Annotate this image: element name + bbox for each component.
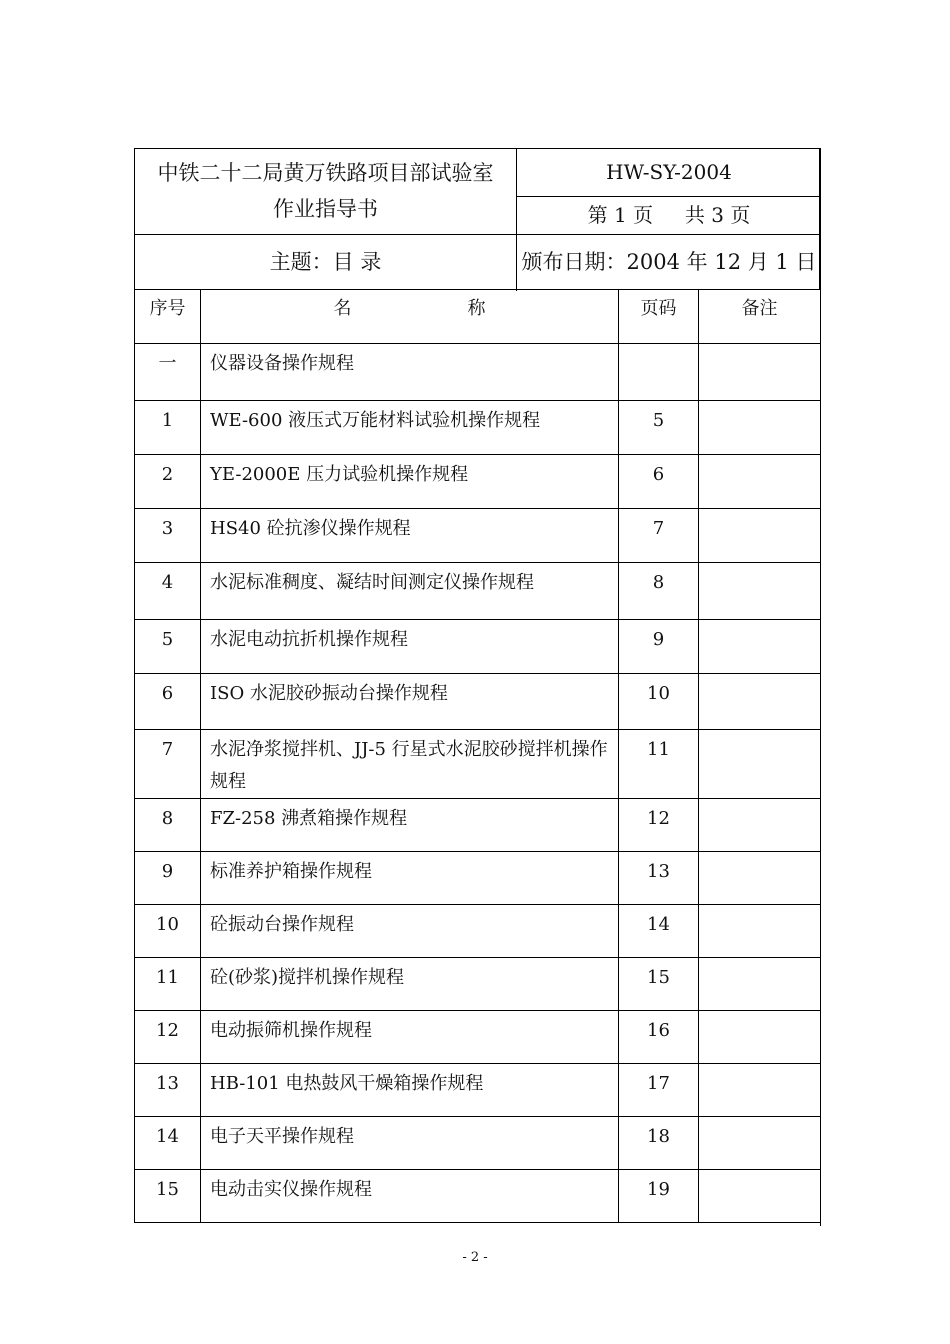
column-header-name bbox=[201, 290, 619, 344]
row-name: 水泥电动抗折机操作规程 bbox=[201, 620, 619, 674]
row-number: 10 bbox=[135, 905, 201, 958]
issue-date: 颁布日期：2004 年 12 月 1 日 bbox=[521, 250, 817, 274]
table-row bbox=[135, 852, 821, 905]
row-page: 10 bbox=[619, 674, 699, 730]
row-number: 8 bbox=[135, 799, 201, 852]
row-remarks bbox=[699, 1170, 821, 1223]
table-row bbox=[135, 563, 821, 620]
row-name: YE-2000E 压力试验机操作规程 bbox=[201, 455, 619, 509]
row-page: 12 bbox=[619, 799, 699, 852]
row-number: 9 bbox=[135, 852, 201, 905]
page-info-text: 第 1 页 共 3 页 bbox=[587, 203, 751, 227]
table-row bbox=[135, 674, 821, 730]
column-header-name-right: 称 bbox=[467, 298, 486, 319]
row-page: 8 bbox=[619, 563, 699, 620]
row-number: 11 bbox=[135, 958, 201, 1011]
table-row bbox=[135, 401, 821, 455]
row-number: 5 bbox=[135, 620, 201, 674]
column-header-no: 序号 bbox=[135, 290, 201, 344]
row-number: 7 bbox=[135, 730, 201, 799]
row-page: 14 bbox=[619, 905, 699, 958]
row-remarks bbox=[699, 401, 821, 455]
row-name: 水泥标准稠度、凝结时间测定仪操作规程 bbox=[201, 563, 619, 620]
row-page: 18 bbox=[619, 1117, 699, 1170]
row-name: HS40 砼抗渗仪操作规程 bbox=[201, 509, 619, 563]
row-page: 15 bbox=[619, 958, 699, 1011]
row-remarks bbox=[699, 509, 821, 563]
row-page: 11 bbox=[619, 730, 699, 799]
row-name: 砼(砂浆)搅拌机操作规程 bbox=[201, 958, 619, 1011]
subject: 主题：目 录 bbox=[135, 235, 517, 291]
table-row bbox=[135, 730, 821, 799]
row-name: 标准养护箱操作规程 bbox=[201, 852, 619, 905]
row-number: 2 bbox=[135, 455, 201, 509]
row-number: 6 bbox=[135, 674, 201, 730]
document-header bbox=[134, 148, 820, 290]
row-page: 16 bbox=[619, 1011, 699, 1064]
row-name: 仪器设备操作规程 bbox=[201, 344, 619, 401]
row-page bbox=[619, 344, 699, 401]
row-remarks bbox=[699, 958, 821, 1011]
row-number: 15 bbox=[135, 1170, 201, 1223]
row-remarks bbox=[699, 674, 821, 730]
row-remarks bbox=[699, 730, 821, 799]
row-remarks bbox=[699, 620, 821, 674]
table-row bbox=[135, 1064, 821, 1117]
table-of-contents bbox=[134, 289, 821, 1223]
organization-line-1: 中铁二十二局黄万铁路项目部试验室 bbox=[157, 161, 494, 185]
row-number: 14 bbox=[135, 1117, 201, 1170]
table-row bbox=[135, 905, 821, 958]
organization-line-2: 作业指导书 bbox=[273, 197, 378, 221]
table-row bbox=[135, 620, 821, 674]
row-number: 3 bbox=[135, 509, 201, 563]
row-number: 4 bbox=[135, 563, 201, 620]
row-page: 17 bbox=[619, 1064, 699, 1117]
document-code: HW-SY-2004 bbox=[517, 149, 821, 197]
row-page: 19 bbox=[619, 1170, 699, 1223]
column-header-remarks: 备注 bbox=[699, 290, 821, 344]
table-row bbox=[135, 509, 821, 563]
row-remarks bbox=[699, 344, 821, 401]
table-row bbox=[135, 344, 821, 401]
row-name: 水泥净浆搅拌机、JJ-5 行星式水泥胶砂搅拌机操作规程 bbox=[201, 730, 619, 799]
table-row bbox=[135, 1117, 821, 1170]
row-page: 7 bbox=[619, 509, 699, 563]
row-remarks bbox=[699, 852, 821, 905]
row-name: WE-600 液压式万能材料试验机操作规程 bbox=[201, 401, 619, 455]
row-name: HB-101 电热鼓风干燥箱操作规程 bbox=[201, 1064, 619, 1117]
row-remarks bbox=[699, 1064, 821, 1117]
table-row bbox=[135, 1170, 821, 1223]
row-number: 13 bbox=[135, 1064, 201, 1117]
table-body bbox=[135, 344, 821, 1223]
row-name: FZ-258 沸煮箱操作规程 bbox=[201, 799, 619, 852]
table-row bbox=[135, 1011, 821, 1064]
row-remarks bbox=[699, 563, 821, 620]
column-header-name-left: 名 bbox=[333, 298, 352, 319]
row-name: 电动振筛机操作规程 bbox=[201, 1011, 619, 1064]
table-row bbox=[135, 455, 821, 509]
row-page: 6 bbox=[619, 455, 699, 509]
row-page: 5 bbox=[619, 401, 699, 455]
row-name: 砼振动台操作规程 bbox=[201, 905, 619, 958]
table-row bbox=[135, 958, 821, 1011]
row-page: 9 bbox=[619, 620, 699, 674]
row-page: 13 bbox=[619, 852, 699, 905]
row-number: 1 bbox=[135, 401, 201, 455]
row-remarks bbox=[699, 455, 821, 509]
row-remarks bbox=[699, 1117, 821, 1170]
column-header-page: 页码 bbox=[619, 290, 699, 344]
organization-title bbox=[135, 149, 517, 235]
row-number: 12 bbox=[135, 1011, 201, 1064]
row-name: ISO 水泥胶砂振动台操作规程 bbox=[201, 674, 619, 730]
row-name: 电动击实仪操作规程 bbox=[201, 1170, 619, 1223]
row-remarks bbox=[699, 905, 821, 958]
row-remarks bbox=[699, 1011, 821, 1064]
table-header-row bbox=[135, 290, 821, 344]
page-info bbox=[517, 197, 821, 235]
row-remarks bbox=[699, 799, 821, 852]
row-number: 一 bbox=[135, 344, 201, 401]
page-number: - 2 - bbox=[462, 1250, 488, 1265]
table-row bbox=[135, 799, 821, 852]
row-name: 电子天平操作规程 bbox=[201, 1117, 619, 1170]
